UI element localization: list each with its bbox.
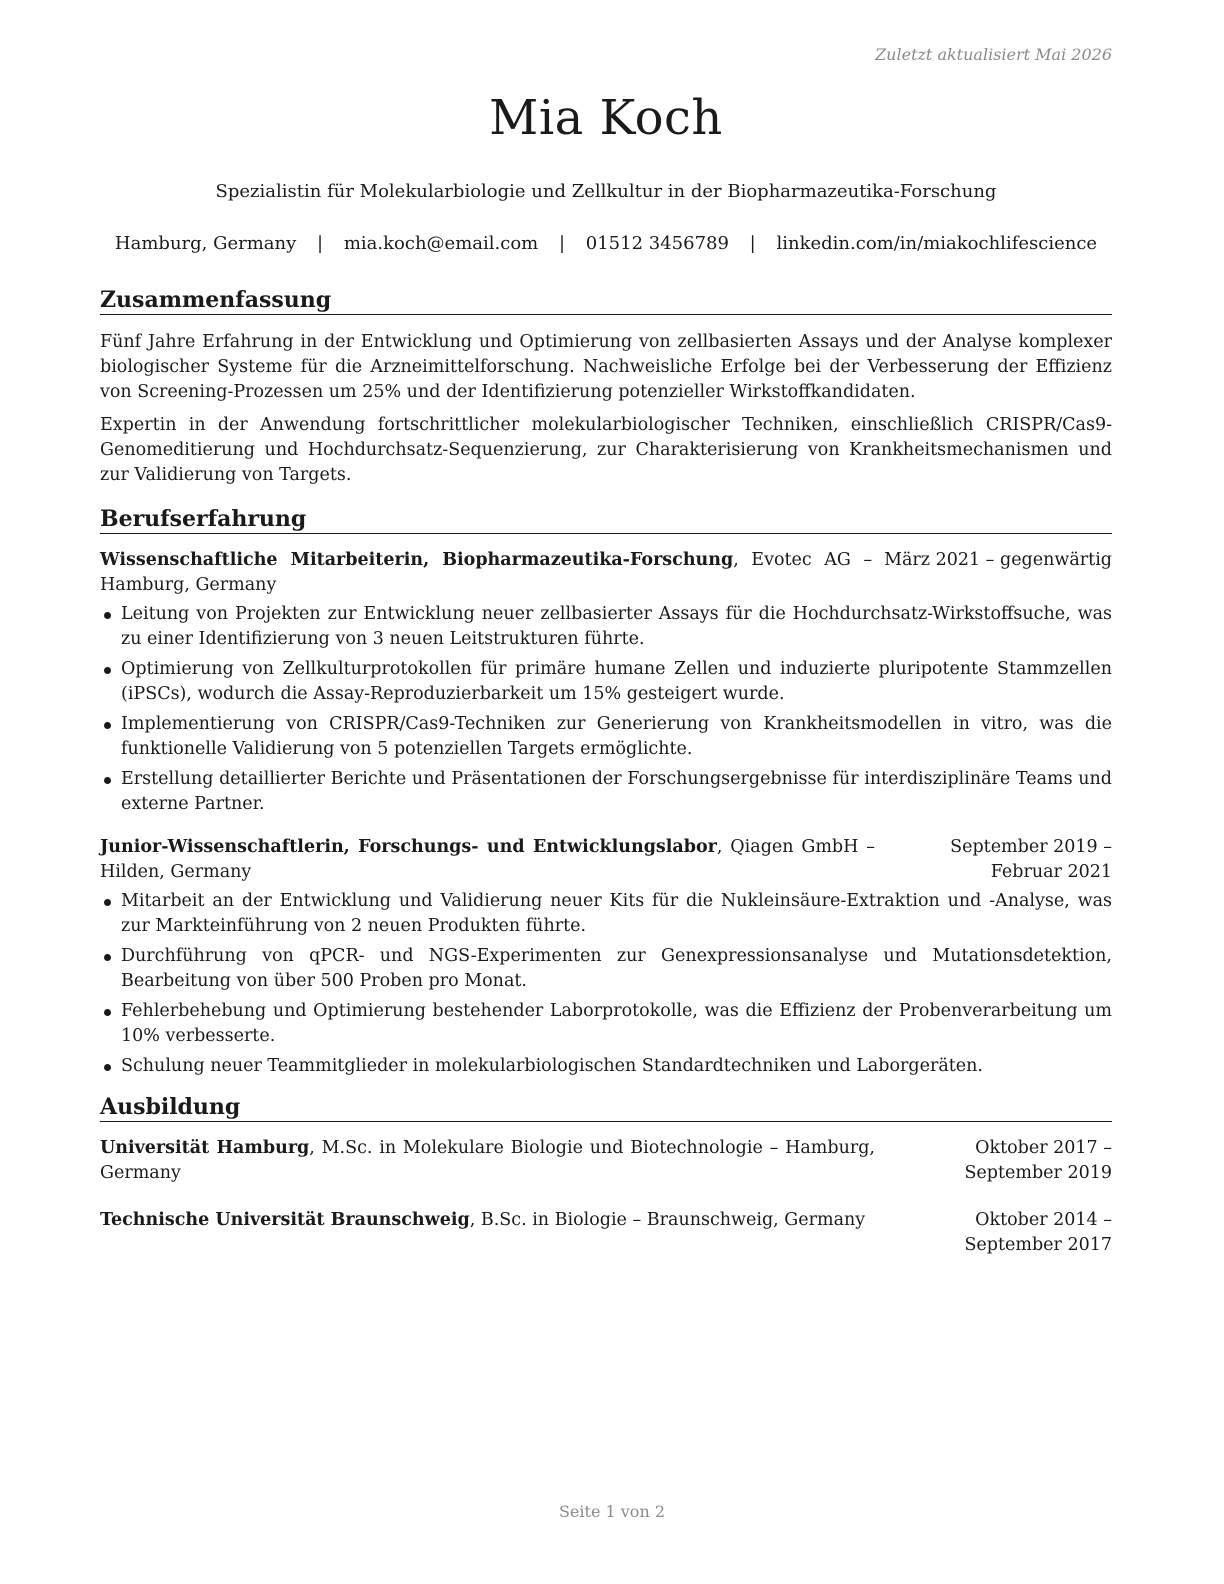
job-bullet: Schulung neuer Teammitglieder in molekularbiologischen Standardtechniken und Laborgeräten. — [100, 1054, 1112, 1079]
job-bullet: Mitarbeit an der Entwicklung und Validierung neuer Kits für die Nukleinsäure-Extraktion und -Analyse, was zur Markteinführung von 2 neuen Produkten führte. — [100, 889, 1112, 939]
page-number: Seite 1 von 2 — [558, 1502, 666, 1521]
contact-linkedin[interactable]: linkedin.com/in/miakochlifescience — [776, 233, 1098, 255]
education-entry — [100, 1208, 1112, 1258]
contact-separator: | — [558, 233, 566, 255]
job-header — [100, 548, 1112, 598]
summary-paragraph: Expertin in der Anwendung fortschrittlicher molekularbiologischer Techniken, einschließlich CRISPR/Cas9-Genomeditierung und Hochdurchsatz-Sequenzierung, zur Charakterisierung von Krankheitsmechanismen und zur Validierung von Targets. — [100, 415, 1112, 486]
candidate-name: Mia Koch — [489, 90, 723, 146]
job-bullet: Implementierung von CRISPR/Cas9-Techniken zur Generierung von Krankheitsmodellen in vitro, was die funktionelle Validierung von 5 potenziellen Targets ermöglichte. — [100, 712, 1112, 762]
education-line — [100, 1208, 875, 1233]
resume-page — [100, 0, 1112, 1258]
section-title-education: Ausbildung — [100, 1093, 1112, 1122]
job-title-line — [100, 835, 875, 885]
job-entry — [100, 548, 1112, 817]
job-bullet: Optimierung von Zellkulturprotokollen für primäre humane Zellen und induzierte pluripotente Stammzellen (iPSCs), wodurch die Assay-Reproduzierbarkeit um 15% gesteigert wurde. — [100, 657, 1112, 707]
contact-phone: 01512 3456789 — [585, 233, 729, 255]
summary-paragraph: Fünf Jahre Erfahrung in der Entwicklung und Optimierung von zellbasierten Assays und der Analyse komplexer biologischer Systeme für die Arzneimittelforschung. Nachweisliche Erfolge bei der Verbesserung der Effizienz von Screening-Prozessen um 25% und der Identifizierung potenzieller Wirkstoffkandidaten. — [100, 332, 1112, 403]
job-header — [100, 835, 1112, 885]
job-bullet: Leitung von Projekten zur Entwicklung neuer zellbasierter Assays für die Hochdurchsatz-Wirkstoffsuche, was zu einer Identifizierung von 3 neuen Leitstrukturen führte. — [100, 602, 1112, 652]
job-employer: , Evotec AG – Hamburg, Germany — [100, 550, 873, 596]
job-role: Junior-Wissenschaftlerin, Forschungs- und Entwicklungslabor — [100, 837, 717, 858]
education-degree: , M.Sc. in Molekulare Biologie und Biotechnologie – Hamburg, Germany — [100, 1138, 875, 1184]
contact-separator: | — [317, 233, 324, 255]
contact-separator: | — [749, 233, 756, 255]
job-bullet: Erstellung detaillierter Berichte und Präsentationen der Forschungsergebnisse für interdisziplinäre Teams und externe Partner. — [100, 767, 1112, 817]
job-title-line — [100, 548, 872, 598]
candidate-tagline: Spezialistin für Molekularbiologie und Zellkultur in der Biopharmazeutika-Forschung — [215, 181, 997, 203]
job-bullets — [100, 602, 1112, 817]
education-school: Universität Hamburg — [100, 1138, 310, 1159]
job-bullet: Fehlerbehebung und Optimierung bestehender Laborprotokolle, was die Effizienz der Probenverarbeitung um 10% verbesserte. — [100, 999, 1112, 1049]
last-updated-note: Zuletzt aktualisiert Mai 2026 — [875, 45, 1112, 64]
section-title-experience: Berufserfahrung — [100, 505, 1112, 534]
job-role: Wissenschaftliche Mitarbeiterin, Biopharmazeutika-Forschung — [100, 550, 734, 571]
job-bullets — [100, 889, 1112, 1079]
job-entry — [100, 835, 1112, 1079]
education-line — [100, 1136, 875, 1186]
education-degree: , B.Sc. in Biologie – Braunschweig, Germany — [469, 1210, 866, 1231]
contact-line — [100, 232, 1112, 256]
job-date: März 2021 – gegenwärtig — [884, 550, 1112, 571]
section-title-summary: Zusammenfassung — [100, 286, 1112, 315]
education-date: Oktober 2017 – September 2019 — [964, 1138, 1112, 1184]
education-entry — [100, 1136, 1112, 1186]
contact-email[interactable]: mia.koch@email.com — [343, 233, 539, 255]
job-employer: , Qiagen GmbH – Hilden, Germany — [100, 837, 875, 883]
education-date: Oktober 2014 – September 2017 — [964, 1210, 1112, 1256]
contact-location: Hamburg, Germany — [114, 233, 297, 255]
job-date: September 2019 – Februar 2021 — [950, 837, 1112, 883]
education-school: Technische Universität Braunschweig — [100, 1210, 470, 1231]
job-bullet: Durchführung von qPCR- und NGS-Experimenten zur Genexpressionsanalyse und Mutationsdetektion, Bearbeitung von über 500 Proben pro Monat. — [100, 944, 1112, 994]
